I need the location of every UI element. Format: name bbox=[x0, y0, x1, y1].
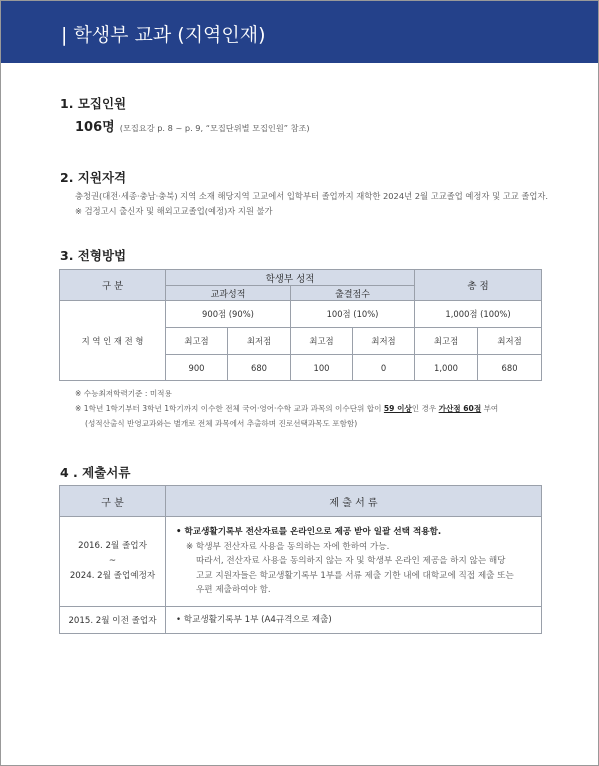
table-cell: 680 bbox=[478, 355, 542, 381]
row1-docs bbox=[166, 517, 542, 607]
row2-label: 2015. 2월 이전 졸업자 bbox=[60, 607, 166, 634]
table-cell: 100 bbox=[291, 355, 353, 381]
grade-score: 900점 (90%) bbox=[166, 301, 291, 328]
section-2-heading: 2. 지원자격 bbox=[60, 170, 127, 185]
docs-line: ※ 학생부 전산자료 사용을 동의하는 자에 한하여 가능. bbox=[186, 541, 390, 552]
page-header bbox=[1, 1, 598, 63]
note-csat: ※ 수능최저학력기준 : 미적용 bbox=[75, 389, 172, 398]
docs-line: 고교 지원자들은 학교생활기록부 1부를 서류 제출 기한 내에 대학교에 직접 제출 또는 bbox=[196, 570, 514, 581]
recruit-count: 106명 bbox=[75, 120, 115, 135]
table-cell: 680 bbox=[228, 355, 291, 381]
col-record: 학생부 성적 bbox=[166, 270, 415, 286]
col-gubun: 구 분 bbox=[60, 486, 166, 517]
selection-method-table bbox=[59, 269, 542, 381]
sub-attend: 출결점수 bbox=[291, 286, 415, 301]
attend-score: 100점 (10%) bbox=[291, 301, 415, 328]
min-label: 최저점 bbox=[478, 328, 542, 355]
note-bonus-units: 59 이상 bbox=[383, 404, 412, 413]
max-label: 최고점 bbox=[291, 328, 353, 355]
row2-docs: • 학교생활기록부 1부 (A4규격으로 제출) bbox=[166, 607, 542, 634]
col-gubun: 구 분 bbox=[60, 270, 166, 301]
eligibility-note: ※ 검정고시 출신자 및 해외고교졸업(예정)자 지원 불가 bbox=[75, 206, 273, 216]
eligibility-line: 충청권(대전·세종·충남·충북) 지역 소재 해당지역 고교에서 입학부터 졸업까지 재학한 2024년 2월 고교졸업 예정자 및 고교 졸업자. bbox=[75, 191, 549, 201]
docs-line: 우편 제출하여야 함. bbox=[196, 585, 271, 596]
note-bonus-post: 부여 bbox=[481, 404, 499, 413]
recruit-count-line bbox=[75, 116, 310, 135]
sub-grade: 교과성적 bbox=[166, 286, 291, 301]
note-bonus-pre: ※ 1학년 1학기부터 3학년 1학기까지 이수한 전체 국어·영어·수학 교과 과목의 이수단위 합이 bbox=[75, 404, 384, 413]
table-cell: 900 bbox=[166, 355, 228, 381]
docs-line: 따라서, 전산자료 사용을 동의하지 않는 자 및 학생부 온라인 제공을 하지 않는 해당 bbox=[196, 556, 506, 567]
min-label: 최저점 bbox=[228, 328, 291, 355]
total-score: 1,000점 (100%) bbox=[415, 301, 542, 328]
section-4-heading: 4 . 제출서류 bbox=[60, 465, 131, 480]
col-docs: 제 출 서 류 bbox=[166, 486, 542, 517]
max-label: 최고점 bbox=[166, 328, 228, 355]
table-cell: 1,000 bbox=[415, 355, 478, 381]
row1-label-tilde: ~ bbox=[108, 556, 117, 566]
row-label: 지 역 인 재 전 형 bbox=[60, 301, 166, 381]
documents-table bbox=[59, 485, 542, 634]
row1-label bbox=[60, 517, 166, 607]
note-bonus-mid: 인 경우 bbox=[411, 404, 439, 413]
row1-label-from: 2016. 2월 졸업자 bbox=[78, 541, 147, 551]
note-calc: (성적산출식 반영교과와는 별개로 전체 과목에서 추출하며 진로선택과목도 포함함) bbox=[85, 419, 358, 428]
note-bonus-points: 가산점 60점 bbox=[438, 404, 482, 413]
max-label: 최고점 bbox=[415, 328, 478, 355]
note-bonus bbox=[75, 403, 498, 414]
min-label: 최저점 bbox=[353, 328, 415, 355]
col-total: 총 점 bbox=[415, 270, 542, 301]
recruit-note: (모집요강 p. 8 ~ p. 9, “모집단위별 모집인원” 참조) bbox=[119, 123, 310, 133]
section-3-heading: 3. 전형방법 bbox=[60, 248, 127, 263]
row1-label-to: 2024. 2월 졸업예정자 bbox=[69, 571, 156, 581]
section-1-heading: 1. 모집인원 bbox=[60, 96, 127, 111]
docs-line: • 학교생활기록부 전산자료를 온라인으로 제공 받아 일괄 선택 적용함. bbox=[176, 527, 442, 538]
table-cell: 0 bbox=[353, 355, 415, 381]
page-title: | 학생부 교과 (지역인재) bbox=[61, 24, 266, 46]
